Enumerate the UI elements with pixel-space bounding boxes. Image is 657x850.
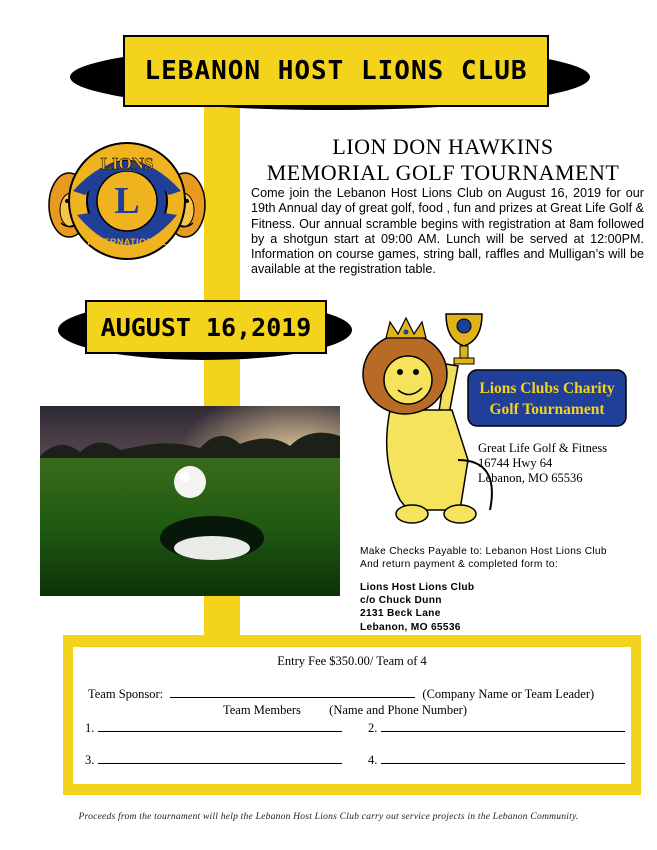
tournament-title-line2: MEMORIAL GOLF TOURNAMENT [266, 160, 620, 185]
mail-street: 2131 Beck Lane [360, 608, 441, 620]
mail-city: Lebanon, MO 65536 [360, 621, 461, 633]
sponsor-label: Team Sponsor: [88, 687, 164, 701]
member-4-number: 4. [368, 753, 378, 767]
footer-note: Proceeds from the tournament will help the Lebanon Host Lions Club carry out service projects in the Lebanon Community. [78, 811, 579, 822]
team-members-header [223, 703, 467, 718]
logo-top-text: LIONS [100, 154, 154, 173]
tournament-title [248, 134, 638, 186]
trophy-icon [446, 314, 482, 364]
payable-line2: And return payment & completed form to: [360, 559, 558, 570]
golf-photo [40, 406, 340, 596]
member-1-row [85, 719, 342, 736]
members-label: Team Members [223, 703, 301, 717]
header-banner [123, 35, 549, 107]
mail-attn: c/o Chuck Dunn [360, 595, 442, 607]
tournament-title-line1: LION DON HAWKINS [332, 134, 554, 159]
tournament-description: Come join the Lebanon Host Lions Club on August 16, 2019 for our 19th Annual day of great golf, food , fun and prizes at Great Life Golf & Fitness. Our annual scramble begins with registration at 8am followed by a shotgun start at 09:00 AM. Lunch will be served at 12:00PM. Information on course games, string ball, raffles and Mulligan’s will be available at the registration table. [251, 186, 644, 277]
lions-international-logo [47, 135, 207, 265]
member-4-input-line[interactable] [381, 751, 625, 764]
member-2-number: 2. [368, 721, 378, 735]
members-hint: (Name and Phone Number) [329, 703, 467, 717]
registration-form [73, 647, 631, 784]
club-title: LEBANON HOST LIONS CLUB [144, 56, 528, 86]
venue-name: Great Life Golf & Fitness [478, 441, 608, 455]
mail-name: Lions Host Lions Club [360, 582, 475, 593]
venue-street: 16744 Hwy 64 [478, 456, 553, 470]
sponsor-hint: (Company Name or Team Leader) [422, 687, 595, 701]
sign-line2: Golf Tournament [489, 401, 605, 418]
logo-center-letter: L [114, 180, 140, 222]
payable-line1: Make Checks Payable to: Lebanon Host Lions Club [360, 546, 607, 557]
member-4-row [368, 751, 625, 768]
venue-address [478, 441, 607, 486]
member-3-number: 3. [85, 753, 95, 767]
team-sponsor-row [88, 685, 594, 702]
mailing-address [360, 581, 474, 634]
sign-line1: Lions Clubs Charity [479, 380, 615, 397]
logo-bottom-text: INTERNATIONAL [87, 237, 167, 247]
date-banner [85, 300, 327, 354]
entry-fee: Entry Fee $350.00/ Team of 4 [277, 654, 427, 668]
member-3-row [85, 751, 342, 768]
venue-city: Lebanon, MO 65536 [478, 471, 583, 485]
payment-instructions [360, 545, 607, 571]
sponsor-input-line[interactable] [170, 685, 415, 698]
member-3-input-line[interactable] [98, 751, 342, 764]
member-1-number: 1. [85, 721, 95, 735]
member-2-input-line[interactable] [381, 719, 625, 732]
member-1-input-line[interactable] [98, 719, 342, 732]
lion-mascot [350, 310, 630, 530]
event-date: AUGUST 16,2019 [100, 312, 312, 342]
member-2-row [368, 719, 625, 736]
